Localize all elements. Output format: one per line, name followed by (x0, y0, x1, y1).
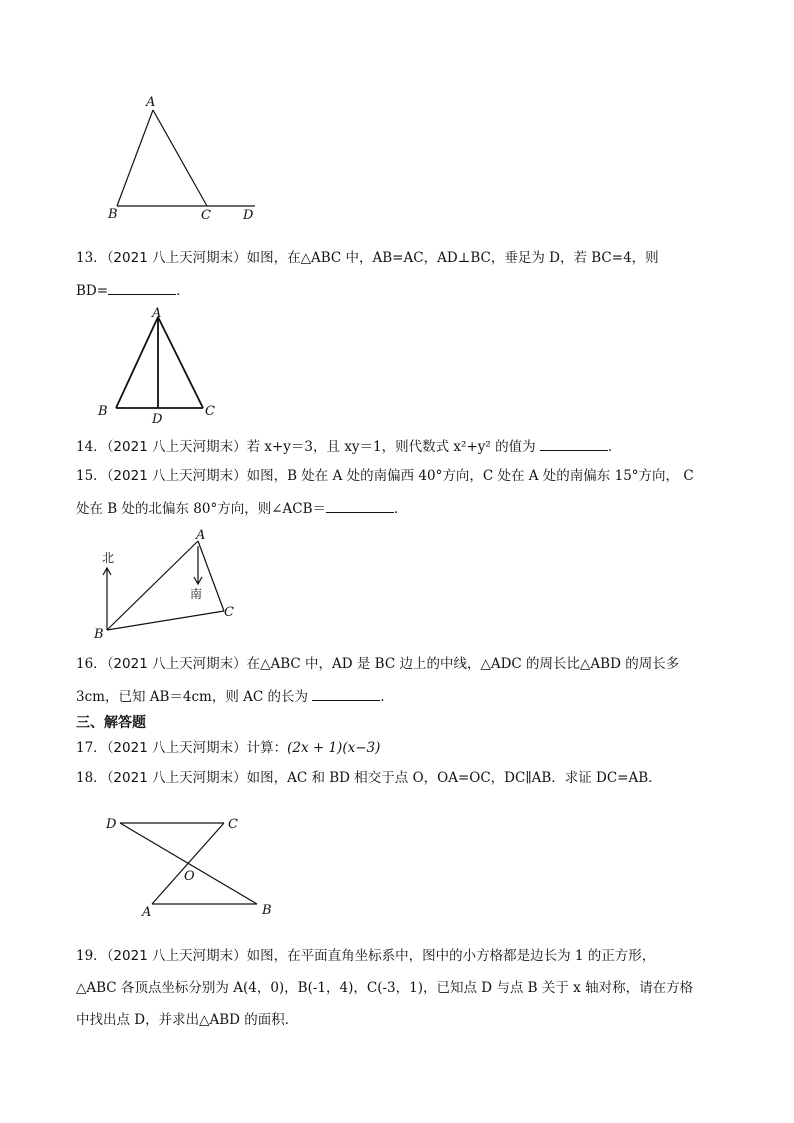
section-heading-answer-questions: 三、解答题 (76, 715, 146, 731)
question-18 (76, 768, 662, 788)
question-17 (76, 738, 380, 758)
q16-source: （2021 八上天河期末） (106, 656, 247, 672)
q16-suffix: ． (380, 689, 394, 705)
q19-text-3: 中找出点 D，并求出△ABD 的面积． (76, 1012, 299, 1028)
q18-source: （2021 八上天河期末） (106, 770, 247, 786)
figure-q13-isosceles-triangle (92, 305, 232, 425)
label-south: 南 (190, 587, 203, 601)
segment-ac (153, 110, 207, 206)
segment-bc (107, 611, 224, 630)
q15-number: 15． (76, 468, 107, 484)
q13-number: 13． (76, 250, 107, 266)
label-a: A (146, 95, 156, 110)
q18-text: 如图，AC 和 BD 相交于点 O，OA=OC，DC∥AB．求证 DC=AB． (246, 770, 662, 786)
q14-number: 14． (76, 439, 107, 455)
q13-source: （2021 八上天河期末） (106, 250, 247, 266)
question-13-line-1 (76, 248, 659, 268)
q13-suffix: ． (176, 283, 190, 299)
question-19-line-2 (76, 978, 693, 998)
label-b: B (108, 207, 118, 222)
label-d: D (243, 208, 254, 223)
segment-ba (107, 541, 198, 630)
q16-text: 在△ABC 中，AD 是 BC 边上的中线，△ADC 的周长比△ABD 的周长多 (246, 656, 680, 672)
label-a: A (142, 905, 152, 920)
label-a: A (152, 306, 162, 321)
figure-q15-direction (88, 528, 258, 648)
label-o: O (184, 869, 195, 884)
question-14 (76, 436, 621, 457)
q17-expression: (2x + 1)(x−3) (287, 740, 381, 756)
question-15-line-1 (76, 466, 694, 486)
question-16-line-1 (76, 654, 679, 674)
label-b: B (262, 903, 272, 918)
q14-text: 若 x+y＝3，且 xy＝1，则代数式 x²+y² 的值为 (246, 439, 536, 455)
q17-source: （2021 八上天河期末） (106, 740, 247, 756)
q19-text-2: △ABC 各顶点坐标分别为 A(4，0)，B(-1，4)，C(-3，1)，已知点 D 与点 B 关于 x 轴对称，请在方格 (76, 980, 694, 996)
label-c: C (228, 817, 238, 832)
label-b: B (94, 627, 104, 642)
q15-text-2: 处在 B 处的北偏东 80°方向，则∠ACB＝ (76, 501, 327, 517)
label-north: 北 (102, 551, 115, 565)
segment-ca (152, 823, 224, 904)
question-13-line-2 (76, 280, 190, 301)
q19-number: 19． (76, 948, 107, 964)
segment-ab (116, 317, 158, 408)
q18-number: 18． (76, 770, 107, 786)
q16-number: 16． (76, 656, 107, 672)
label-c: C (201, 208, 211, 223)
q17-text: 计算： (246, 740, 288, 756)
segment-ab (117, 110, 153, 206)
segment-ac (158, 317, 203, 408)
q15-source: （2021 八上天河期末） (106, 468, 247, 484)
q13-bd-prefix: BD= (76, 283, 109, 299)
question-19-line-3 (76, 1010, 298, 1030)
q14-answer-blank[interactable] (540, 436, 608, 451)
q13-answer-blank[interactable] (108, 280, 176, 295)
q14-suffix: ． (607, 439, 622, 455)
q17-number: 17． (76, 740, 107, 756)
label-c: C (224, 605, 234, 620)
label-d: D (106, 817, 117, 832)
question-15-line-2 (76, 498, 408, 519)
q15-suffix: ． (394, 501, 408, 517)
label-b: B (98, 404, 108, 419)
question-16-line-2 (76, 686, 394, 707)
q19-source: （2021 八上天河期末） (106, 948, 247, 964)
label-c: C (205, 404, 215, 419)
label-a: A (196, 528, 206, 543)
q15-answer-blank[interactable] (326, 498, 394, 513)
q19-text: 如图，在平面直角坐标系中，图中的小方格都是边长为 1 的正方形， (246, 948, 656, 964)
q16-answer-blank[interactable] (312, 686, 380, 701)
q15-text: 如图，B 处在 A 处的南偏西 40°方向，C 处在 A 处的南偏东 15°方向， C (246, 468, 694, 484)
figure-q18-crossed-segments (100, 810, 290, 920)
label-d: D (152, 412, 163, 427)
figure-prev-triangle (100, 90, 270, 230)
q16-text-2: 3cm，已知 AB＝4cm，则 AC 的长为 (76, 689, 309, 705)
q13-text: 如图，在△ABC 中，AB=AC，AD⊥BC，垂足为 D，若 BC=4，则 (246, 250, 659, 266)
question-19-line-1 (76, 946, 655, 966)
q14-source: （2021 八上天河期末） (106, 439, 247, 455)
